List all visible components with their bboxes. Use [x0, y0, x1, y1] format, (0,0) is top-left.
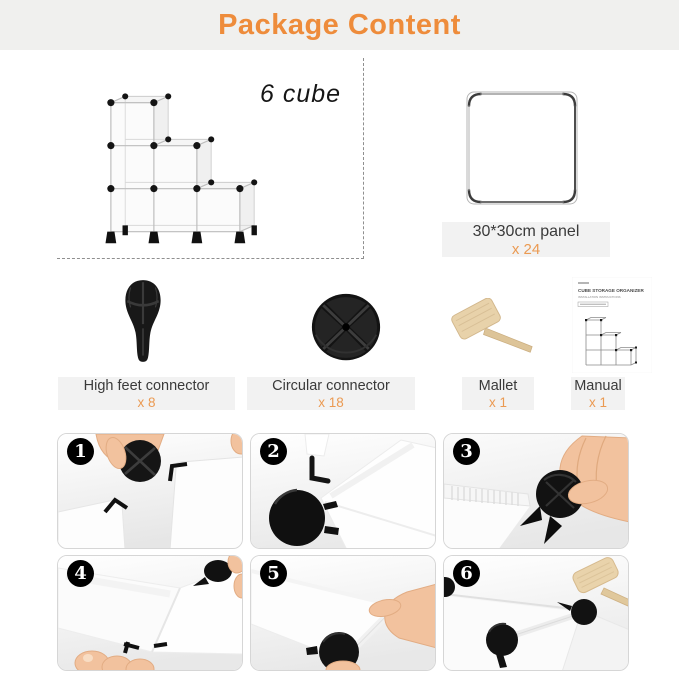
part-count: x 1	[488, 394, 507, 410]
manual-subtitle: INSTALLATION INSTRUCTIONS	[578, 295, 621, 299]
step-number-badge: 2	[260, 438, 287, 465]
step-number-badge: 4	[67, 560, 94, 587]
circular-connector-photo	[309, 292, 383, 364]
panel-label-box	[442, 222, 610, 257]
part-name: High feet connector	[83, 377, 210, 394]
step-photo-2	[250, 433, 436, 549]
header-bar	[0, 0, 679, 50]
part-name: Manual	[574, 377, 622, 394]
step-photo-3	[443, 433, 629, 549]
step-number-badge: 6	[453, 560, 480, 587]
cube-count-label: 6 cube	[260, 80, 342, 108]
part-count: x 1	[588, 394, 607, 410]
panel-count: x 24	[511, 240, 541, 258]
high-feet-connector-photo	[119, 278, 167, 364]
high-feet-connector-label-box	[58, 377, 235, 410]
part-name: Circular connector	[272, 377, 390, 394]
step-photo-6	[443, 555, 629, 671]
part-count: x 18	[318, 394, 344, 410]
part-count: x 8	[137, 394, 156, 410]
step-photo-4	[57, 555, 243, 671]
step-number-badge: 5	[260, 560, 287, 587]
mallet-photo	[448, 298, 534, 356]
part-name: Mallet	[478, 377, 518, 394]
manual-label-box	[571, 377, 625, 410]
step-photo-5	[250, 555, 436, 671]
step-number-badge: 1	[67, 438, 94, 465]
mallet-label-box	[462, 377, 534, 410]
manual-photo	[572, 277, 652, 373]
panel-name: 30*30cm panel	[472, 222, 580, 240]
step-number-badge: 3	[453, 438, 480, 465]
panel-illustration	[465, 90, 579, 206]
circular-connector-label-box	[247, 377, 415, 410]
manual-title: CUBE STORAGE ORGANIZER	[578, 288, 644, 293]
step-photo-1	[57, 433, 243, 549]
page-title: Package Content	[218, 8, 461, 41]
